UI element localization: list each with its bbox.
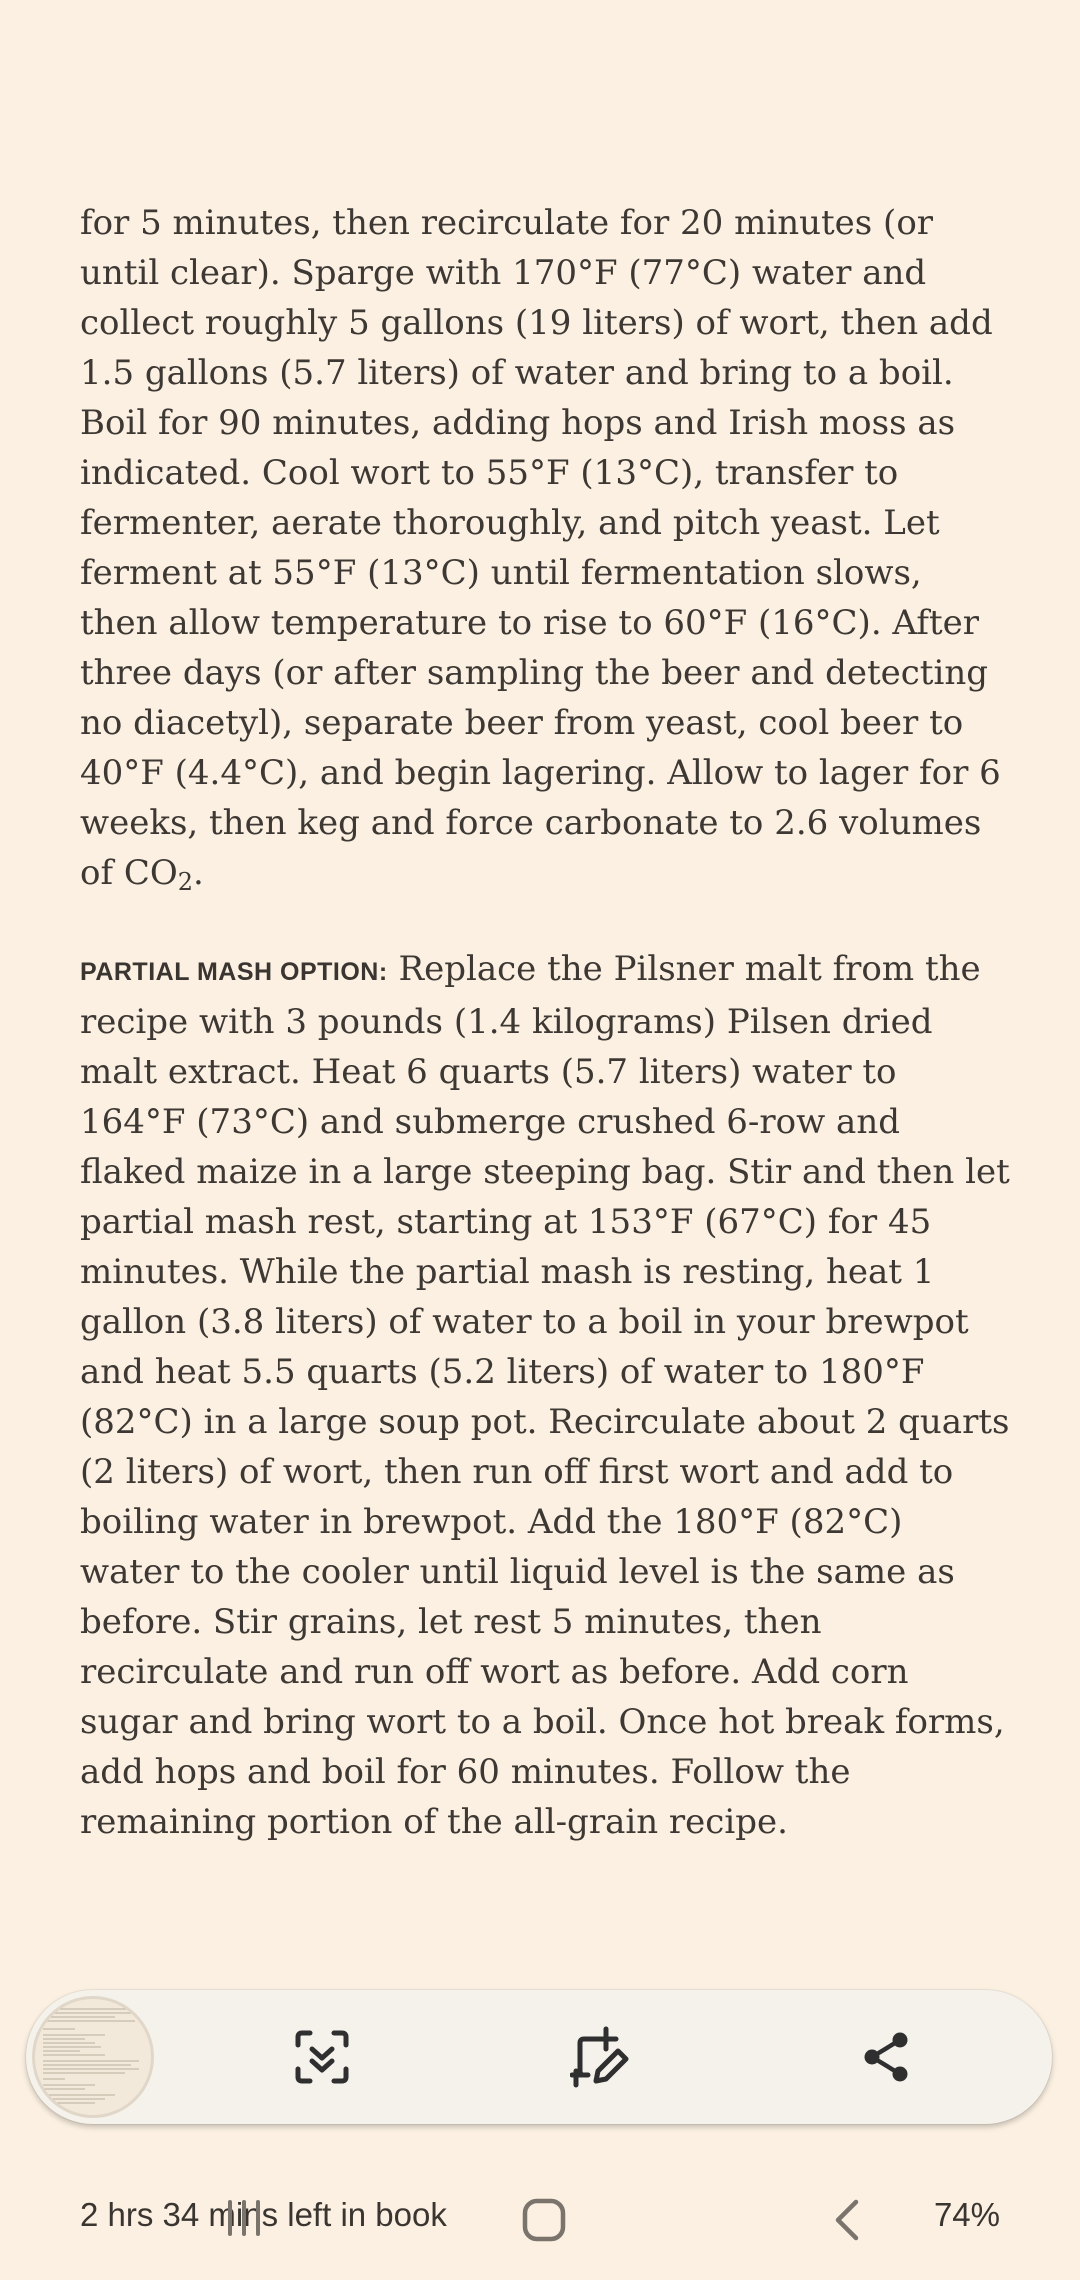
partial-mash-heading: PARTIAL MASH OPTION:	[80, 958, 388, 986]
scroll-capture-button[interactable]	[282, 2017, 362, 2097]
recents-icon[interactable]	[222, 2196, 266, 2240]
progress-percent: 74%	[933, 2196, 1000, 2233]
paragraph-2-text: Replace the Pilsner malt from the recipe with 3 pounds (1.4 kilograms) Pilsen dried malt extract. Heat 6 quarts (5.7 liters) water to 164°F (73°C) and submerge crushed 6-row and flaked maize in a large steeping bag. Stir and then let partial mash rest, starting at 153°F (67°C) for 45 minutes. While the partial mash is resting, heat 1 gallon (3.8 liters) of water to a boil in your brewpot and heat 5.5 quarts (5.2 liters) of water to 180°F (82°C) in a large soup pot. Recirculate about 2 quarts (2 liters) of wort, then run off first wort and add to boiling water in brewpot. Add the 180°F (82°C) water to the cooler until liquid level is the same as before. Stir grains, let rest 5 minutes, then recirculate and run off wort as before. Add corn sugar and bring wort to a boil. Once hot break forms, add hops and boil for 60 minutes. Follow the remaining portion of the all-grain recipe.	[80, 949, 1010, 1842]
book-page-text	[80, 198, 1010, 1847]
paragraph-1-text: for 5 minutes, then recirculate for 20 minutes (or until clear). Sparge with 170°F (77°C) water and collect roughly 5 gallons (19 liters) of wort, then add 1.5 gallons (5.7 liters) of water and bring to a boil. Boil for 90 minutes, adding hops and Irish moss as indicated. Cool wort to 55°F (13°C), transfer to fermenter, aerate thoroughly, and pitch yeast. Let ferment at 55°F (13°C) until fermentation slows, then allow temperature to rise to 60°F (16°C). After three days (or after sampling the beer and detecting no diacetyl), separate beer from yeast, cool beer to 40°F (4.4°C), and begin lagering. Allow to lager for 6 weeks, then keg and force carbonate to 2.6 volumes of CO	[80, 203, 1001, 893]
time-left-label: 2 hrs 34 mins left in book	[80, 2196, 447, 2233]
paragraph-partial-mash	[80, 944, 1010, 1847]
crop-edit-button[interactable]	[562, 2017, 642, 2097]
paragraph-1-end: .	[193, 853, 204, 893]
back-icon[interactable]	[828, 2196, 868, 2244]
co2-subscript: 2	[177, 868, 194, 896]
paragraph-brewing-steps	[80, 198, 1010, 898]
screenshot-toolbar	[26, 1990, 1052, 2124]
share-button[interactable]	[846, 2017, 926, 2097]
crop-edit-icon	[570, 2025, 634, 2089]
reading-status-bar	[0, 2180, 1080, 2260]
home-icon[interactable]	[520, 2196, 568, 2244]
page-thumbnail[interactable]	[32, 1996, 154, 2118]
share-icon	[859, 2030, 913, 2084]
scroll-capture-icon	[292, 2027, 352, 2087]
